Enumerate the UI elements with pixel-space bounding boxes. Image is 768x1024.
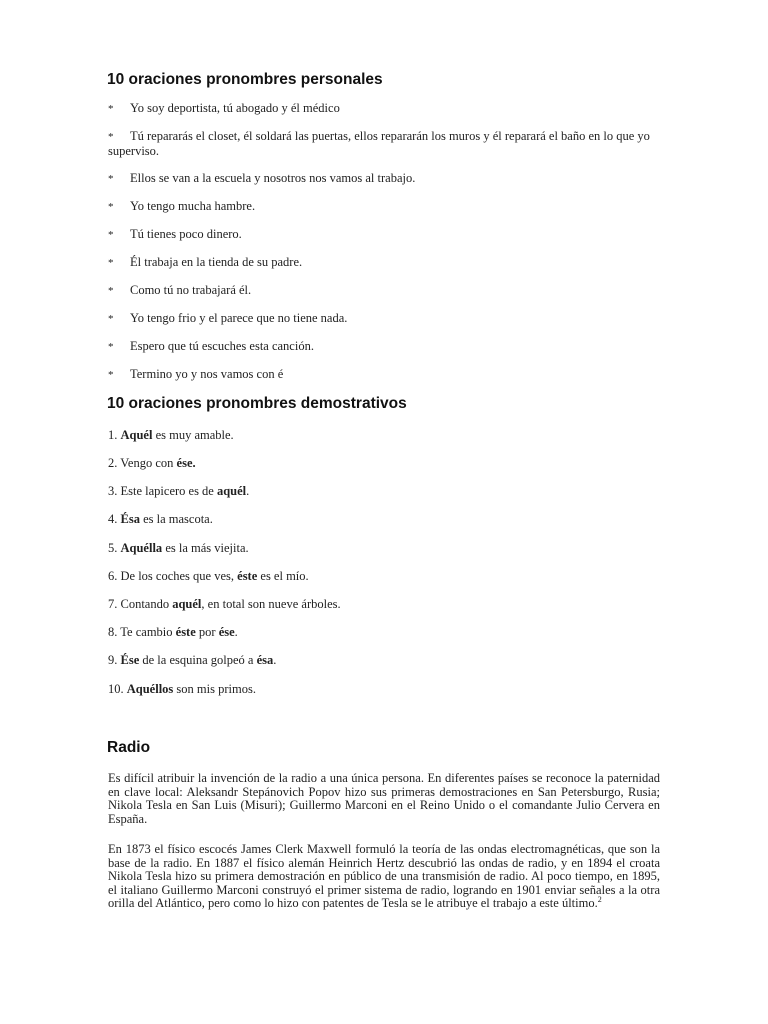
paragraph: En 1873 el físico escocés James Clerk Maxwell formuló la teoría de las ondas electromagnéticas, que son la base de la radio. En 1887 el físico alemán Heinrich Hertz descubrió las ondas de radio, y en 1894 el croata Nikola Tesla hizo su primera demostración en público de una transmisión de radio. Al poco tiempo, en 1895, el italiano Guillermo Marconi construyó el primer sistema de radio, logrando en 1901 enviar señales a la otra orilla del Atlántico, pero como lo hizo con patentes de Tesla se le atribuye el trabajo a este último.$^2$ [108,842,660,911]
numbered-item: 4. Ésa es la mascota. [108,512,213,526]
numbered-item: 7. Contando aquél, en total son nueve árboles. [108,597,341,611]
list-item: * Yo tengo frio y el parece que no tiene nada. [108,311,348,325]
numbered-item: 6. De los coches que ves, éste es el mío. [108,569,309,583]
list-item: * Él trabaja en la tienda de su padre. [108,255,303,269]
bullet-icon: * [108,103,114,115]
bullet-icon: * [108,285,114,297]
numbered-item: 10. Aquéllos son mis primos. [108,682,256,696]
numbered-item: 5. Aquélla es la más viejita. [108,541,249,555]
section-title-personales: 10 oraciones pronombres personales [107,71,383,88]
section-title-demostrativos: 10 oraciones pronombres demostrativos [107,395,407,412]
list-item: * Yo tengo mucha hambre. [108,199,256,213]
list-item: * Tú tienes poco dinero. [108,227,242,241]
numbered-item: 9. Ése de la esquina golpeó a ésa. [108,653,277,667]
list-item: * Ellos se van a la escuela y nosotros nos vamos al trabajo. [108,171,416,185]
list-item: * Termino yo y nos vamos con é [108,367,284,381]
list-item: * Tú repararás el closet, él soldará las puertas, ellos repararán los muros y él reparará el baño en lo que yo superviso. [108,129,650,158]
bullet-icon: * [108,173,114,185]
bullet-icon: * [108,369,114,381]
bullet-icon: * [108,131,114,143]
bullet-icon: * [108,229,114,241]
list-item: * Como tú no trabajará él. [108,283,252,297]
paragraph: Es difícil atribuir la invención de la radio a una única persona. En diferentes países se reconoce la paternidad en clave local: Aleksandr Stepánovich Popov hizo sus primeras demostraciones en San Petersburgo, Rusia; Nikola Tesla en San Luis (Misuri); Guillermo Marconi en el Reino Unido o el comandante Julio Cervera en España. [108,771,660,826]
numbered-item: 8. Te cambio éste por ése. [108,625,238,639]
list-item: * Espero que tú escuches esta canción. [108,339,314,353]
bullet-icon: * [108,313,114,325]
list-item: * Yo soy deportista, tú abogado y él médico [108,101,340,115]
footnote-ref[interactable]: 2 [597,895,602,905]
section-title-radio: Radio [107,739,151,756]
numbered-item: 2. Vengo con ése. [108,456,196,470]
numbered-item: 1. Aquél es muy amable. [108,428,234,442]
bullet-icon: * [108,257,114,269]
numbered-item: 3. Este lapicero es de aquél. [108,484,250,498]
bullet-icon: * [108,201,114,213]
bullet-icon: * [108,341,114,353]
